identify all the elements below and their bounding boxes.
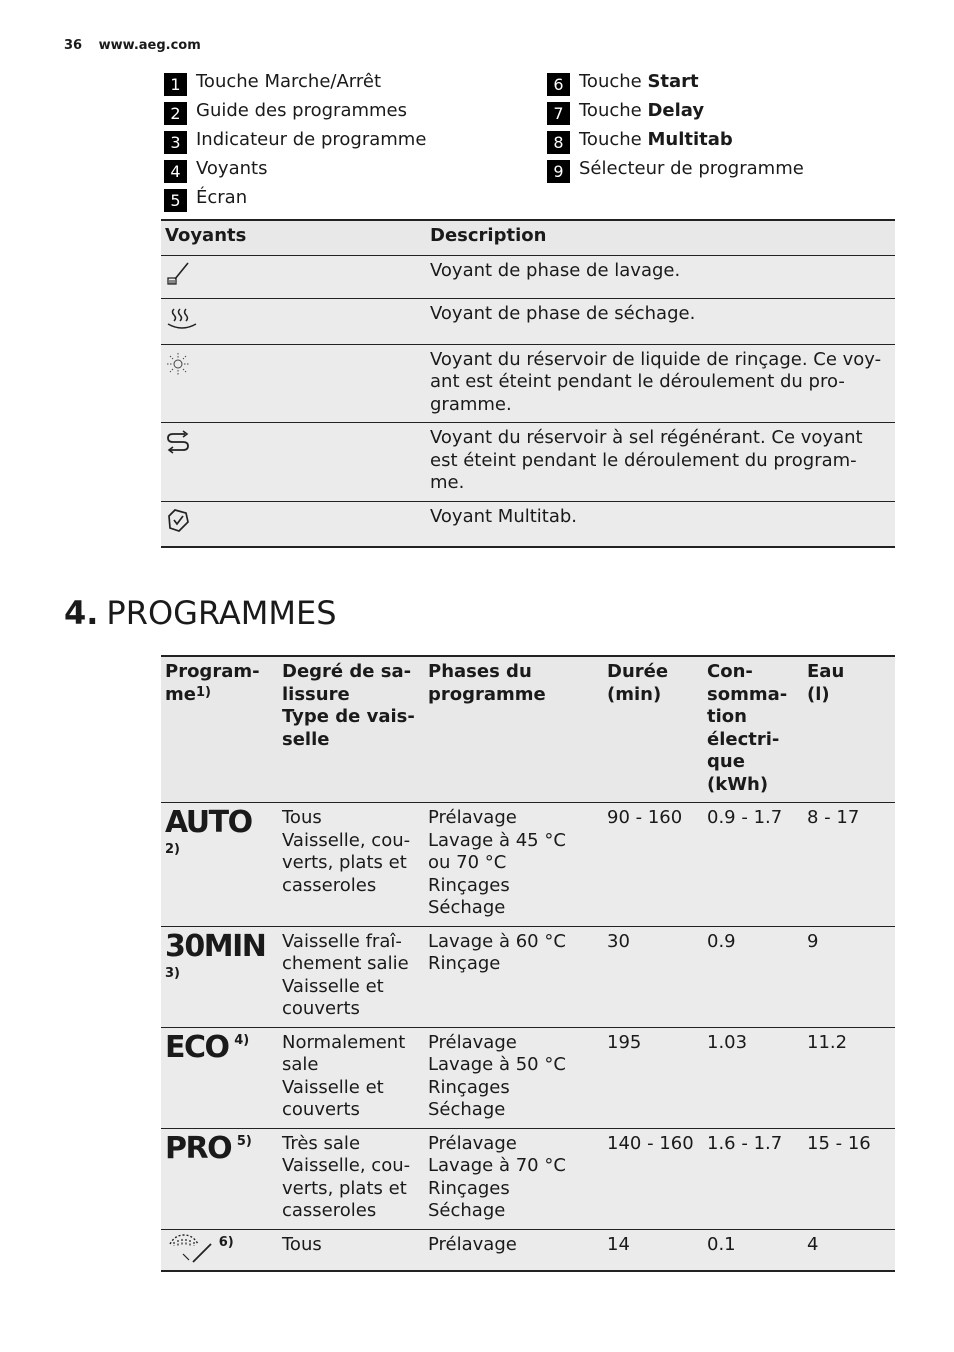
header-line: (min) xyxy=(607,683,662,705)
phases-cell xyxy=(424,926,603,1027)
cell-line: Vaisselle et xyxy=(282,1076,384,1098)
water-cell: 9 xyxy=(803,926,895,1027)
cell-line: Lavage à 60 °C xyxy=(428,930,566,952)
legend-label-key: Multitab xyxy=(647,129,733,150)
programme-name: AUTO xyxy=(165,805,252,840)
programmes-table xyxy=(161,655,895,1272)
legend-label-key: Start xyxy=(647,71,699,92)
programme-name: ECO xyxy=(165,1029,229,1065)
water-cell: 15 - 16 xyxy=(803,1128,895,1229)
header-line: tion xyxy=(707,706,747,727)
cell-line: couverts xyxy=(282,998,360,1019)
phases-cell xyxy=(424,803,603,927)
legend-number: 9 xyxy=(547,160,570,183)
column-header-energy xyxy=(703,656,803,803)
cell-line: casseroles xyxy=(282,874,377,896)
cell-line: Rinçages xyxy=(428,874,510,896)
header-line: (l) xyxy=(807,683,830,705)
legend-item xyxy=(547,70,804,99)
header-line: lissure xyxy=(282,683,350,705)
duration-cell: 195 xyxy=(603,1027,703,1128)
table-row xyxy=(161,1027,895,1128)
cell-line: Lavage à 70 °C xyxy=(428,1155,566,1176)
footnote-ref: 2) xyxy=(165,842,180,857)
programme-cell xyxy=(161,1229,278,1271)
legend-label: Guide des programmes xyxy=(196,100,407,121)
cell-line: ou 70 °C xyxy=(428,852,507,873)
column-header-water xyxy=(803,656,895,803)
header-line: (kWh) xyxy=(707,773,769,795)
cell-line: couverts xyxy=(282,1099,360,1120)
page-header xyxy=(64,38,201,53)
table-header-row xyxy=(161,220,895,255)
legend-label xyxy=(579,128,733,152)
drying-phase-icon xyxy=(165,305,199,331)
duration-cell: 90 - 160 xyxy=(603,803,703,927)
section-title xyxy=(64,594,337,632)
cell-line: Prélavage xyxy=(428,1031,517,1053)
description-line: Voyant de phase de lavage. xyxy=(430,259,681,281)
cell-line: Prélavage xyxy=(428,1233,517,1255)
legend-right xyxy=(547,70,804,186)
legend-label-text: Touche xyxy=(579,100,648,121)
washing-phase-icon xyxy=(165,262,191,286)
legend-number: 3 xyxy=(164,131,187,154)
cell-line: Séchage xyxy=(428,1200,506,1221)
legend-number: 5 xyxy=(164,189,187,212)
legend-label: Voyants xyxy=(196,158,268,179)
column-header-duration xyxy=(603,656,703,803)
description-line: Voyant du réservoir à sel régénérant. Ce voyant xyxy=(430,427,863,448)
legend-number: 1 xyxy=(164,73,187,96)
header-line: Durée xyxy=(607,661,669,682)
legend-label: Sélecteur de programme xyxy=(579,158,804,179)
multitab-icon xyxy=(165,508,191,534)
cell-line: casseroles xyxy=(282,1200,377,1221)
legend-item xyxy=(547,157,804,186)
legend-item xyxy=(547,128,804,157)
cell-line: verts, plats et xyxy=(282,852,407,873)
cell-line: Tous xyxy=(282,807,322,828)
header-line: somma- xyxy=(707,683,788,705)
energy-cell: 0.9 - 1.7 xyxy=(703,803,803,927)
header-line: Eau xyxy=(807,661,845,682)
table-header-row xyxy=(161,656,895,803)
legend-label: Écran xyxy=(196,187,248,208)
legend-item xyxy=(164,157,426,186)
soil-cell xyxy=(278,1229,424,1271)
energy-cell: 0.9 xyxy=(703,926,803,1027)
description-line: gramme. xyxy=(430,393,512,415)
icon-cell xyxy=(161,299,426,345)
legend-number: 6 xyxy=(547,73,570,96)
legend-label: Touche Marche/Arrêt xyxy=(196,71,382,92)
icon-cell xyxy=(161,255,426,299)
icon-cell xyxy=(161,344,426,423)
header-line: Type de vais- xyxy=(282,706,415,727)
description-line: Voyant du réservoir de liquide de rinçage. Ce voy- xyxy=(430,348,882,370)
cell-line: sale xyxy=(282,1054,319,1075)
legend-label xyxy=(579,70,699,94)
column-header-soil xyxy=(278,656,424,803)
section-number: 4. xyxy=(64,594,99,632)
description-line: ant est éteint pendant le déroulement du pro- xyxy=(430,371,845,392)
legend-number: 8 xyxy=(547,131,570,154)
header-line: Degré de sa- xyxy=(282,661,412,682)
header-line: électri- xyxy=(707,728,780,750)
legend-label xyxy=(579,99,704,123)
table-row xyxy=(161,501,895,547)
water-cell: 4 xyxy=(803,1229,895,1271)
programme-name: PRO xyxy=(165,1130,232,1166)
programme-cell xyxy=(161,1027,278,1128)
table-row xyxy=(161,423,895,502)
footnote-ref: 6) xyxy=(218,1234,234,1250)
description-cell xyxy=(426,501,895,547)
column-header-phases xyxy=(424,656,603,803)
legend-label: Indicateur de programme xyxy=(196,129,427,150)
header-line-text: me xyxy=(165,683,196,705)
programme-cell xyxy=(161,803,278,927)
cell-line: Vaisselle, cou- xyxy=(282,1155,411,1176)
water-cell: 11.2 xyxy=(803,1027,895,1128)
description-cell xyxy=(426,344,895,423)
table-row xyxy=(161,1229,895,1271)
legend-item xyxy=(547,99,804,128)
table-row xyxy=(161,255,895,299)
footnote-ref: 5) xyxy=(236,1133,252,1149)
cell-line: Vaisselle fraî- xyxy=(282,930,402,952)
column-header-description: Description xyxy=(426,220,895,255)
voyants-table xyxy=(161,219,895,548)
water-cell: 8 - 17 xyxy=(803,803,895,927)
cell-line: chement salie xyxy=(282,953,409,974)
programme-cell xyxy=(161,1128,278,1229)
footnote-ref: 3) xyxy=(165,965,180,981)
cell-line: Vaisselle et xyxy=(282,975,384,997)
description-line: est éteint pendant le déroulement du program- xyxy=(430,449,857,471)
phases-cell xyxy=(424,1027,603,1128)
legend-label-text: Touche xyxy=(579,129,648,150)
soil-cell xyxy=(278,926,424,1027)
column-header-programme xyxy=(161,656,278,803)
description-line: Voyant de phase de séchage. xyxy=(430,303,696,324)
cell-line: Lavage à 50 °C xyxy=(428,1054,566,1075)
duration-cell: 14 xyxy=(603,1229,703,1271)
icon-cell xyxy=(161,501,426,547)
header-line: que xyxy=(707,751,745,772)
cell-line: verts, plats et xyxy=(282,1177,407,1199)
table-row xyxy=(161,344,895,423)
header-line: programme xyxy=(428,683,546,705)
legend-number: 2 xyxy=(164,102,187,125)
programme-name: 30MIN xyxy=(165,928,266,964)
header-line: Con- xyxy=(707,661,753,682)
duration-cell: 30 xyxy=(603,926,703,1027)
legend-number: 4 xyxy=(164,160,187,183)
header-line: selle xyxy=(282,728,330,750)
table-row xyxy=(161,926,895,1027)
description-line: Voyant Multitab. xyxy=(430,505,578,527)
energy-cell: 1.03 xyxy=(703,1027,803,1128)
prewash-icon xyxy=(165,1234,213,1264)
legend-label-text: Touche xyxy=(579,71,648,92)
phases-cell xyxy=(424,1128,603,1229)
header-line: Program- xyxy=(165,661,260,682)
column-header-voyants: Voyants xyxy=(161,220,426,255)
soil-cell xyxy=(278,803,424,927)
footnote-ref: 4) xyxy=(234,1032,250,1048)
cell-line: Normalement xyxy=(282,1031,406,1053)
rinse-aid-icon xyxy=(165,351,191,377)
phases-cell xyxy=(424,1229,603,1271)
legend-label-key: Delay xyxy=(647,100,705,121)
cell-line: Séchage xyxy=(428,897,506,918)
header-line: Phases du xyxy=(428,661,532,682)
cell-line: Rinçages xyxy=(428,1177,510,1199)
legend-item xyxy=(164,99,426,128)
table-row xyxy=(161,299,895,345)
cell-line: Lavage à 45 °C xyxy=(428,829,566,851)
site-url: www.aeg.com xyxy=(98,38,201,53)
page-number: 36 xyxy=(64,38,83,53)
cell-line: Rinçage xyxy=(428,953,501,974)
description-line: me. xyxy=(430,472,465,493)
legend-left xyxy=(164,70,426,215)
energy-cell: 0.1 xyxy=(703,1229,803,1271)
cell-line: Rinçages xyxy=(428,1076,510,1098)
legend-number: 7 xyxy=(547,102,570,125)
salt-icon xyxy=(165,429,191,455)
cell-line: Tous xyxy=(282,1233,322,1255)
soil-cell xyxy=(278,1027,424,1128)
description-cell xyxy=(426,423,895,502)
legend-item xyxy=(164,70,426,99)
programme-cell xyxy=(161,926,278,1027)
soil-cell xyxy=(278,1128,424,1229)
description-cell xyxy=(426,299,895,345)
icon-cell xyxy=(161,423,426,502)
description-cell xyxy=(426,255,895,299)
legend-item xyxy=(164,186,426,215)
cell-line: Vaisselle, cou- xyxy=(282,829,411,851)
header-line xyxy=(165,684,274,707)
cell-line: Très sale xyxy=(282,1132,361,1154)
energy-cell: 1.6 - 1.7 xyxy=(703,1128,803,1229)
footnote-ref: 1) xyxy=(195,684,211,700)
cell-line: Séchage xyxy=(428,1099,506,1120)
duration-cell: 140 - 160 xyxy=(603,1128,703,1229)
legend-item xyxy=(164,128,426,157)
cell-line: Prélavage xyxy=(428,1132,517,1154)
table-row xyxy=(161,803,895,927)
cell-line: Prélavage xyxy=(428,807,517,828)
table-row xyxy=(161,1128,895,1229)
section-heading: PROGRAMMES xyxy=(106,594,337,632)
